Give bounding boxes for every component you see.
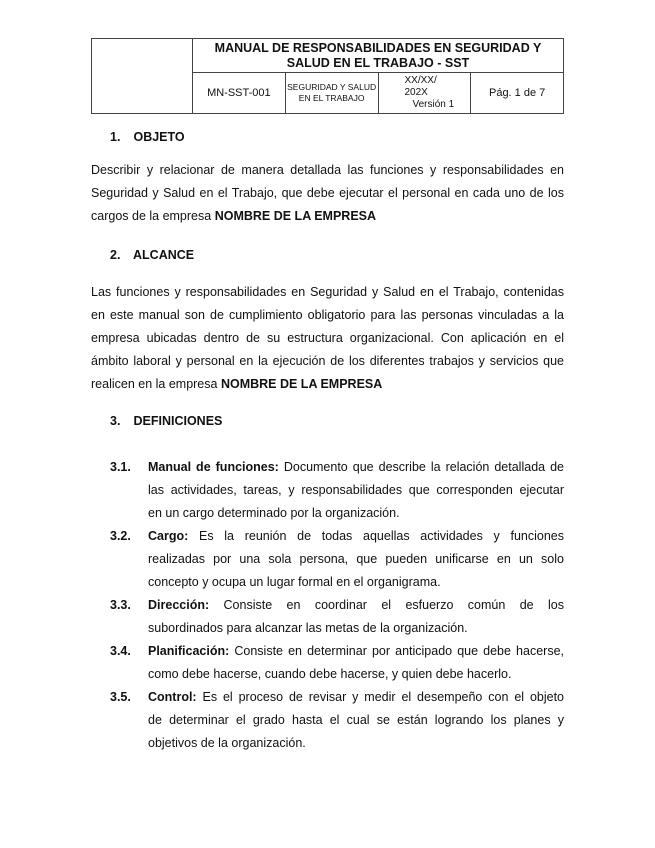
version-label: Versión 1 [412,99,455,110]
definition-text: Consiste en determinar por anticipado que debe hacerse, [229,644,564,658]
title-line-2: SALUD EN EL TRABAJO - SST [286,55,470,70]
definition-item [110,456,564,525]
definition-text: Consiste en coordinar el esfuerzo común de los [209,598,564,612]
definition-term: Dirección: [148,598,210,612]
definition-text: Es el proceso de revisar y medir el desempeño con el objeto [196,690,564,704]
date-line-1: XX/XX/ [404,75,437,86]
definition-text: Documento que describe la relación detallada de [278,460,564,474]
definitions-list [110,456,564,755]
definition-number: 3.3. [110,598,131,612]
objeto-paragraph [91,159,564,228]
section-number: 3. [110,414,121,428]
paragraph-line [91,205,564,228]
definition-number: 3.2. [110,529,131,543]
page-indicator: Pág. 1 de 7 [471,73,564,114]
definition-term: Control: [148,690,197,704]
definition-term: Planificación: [148,644,230,658]
definition-line [148,456,564,479]
definition-line: objetivos de la organización. [148,736,306,750]
alcance-paragraph [91,281,564,396]
section-number: 2. [110,248,121,262]
definition-line: realizadas por una sola persona, que pueden unificarse en un solo [148,552,564,566]
company-name: NOMBRE DE LA EMPRESA [214,209,377,223]
definition-line [148,594,564,617]
definition-term: Manual de funciones: [148,460,279,474]
date-line-2: 202X [404,87,428,98]
company-name: NOMBRE DE LA EMPRESA [220,377,383,391]
definition-text: Es la reunión de todas aquellas actividades y funciones [188,529,564,543]
paragraph-line: ámbito laboral y personal en la ejecución de los diferentes trabajos y servicios que [91,354,564,368]
definition-line [148,686,564,709]
logo-cell [92,39,193,114]
definition-line: las actividades, tareas, y responsabilidades que corresponden ejecutar [148,483,564,497]
paragraph-line: Describir y relacionar de manera detallada las funciones y responsabilidades en [91,163,564,177]
definition-number: 3.5. [110,690,131,704]
definition-line [148,525,564,548]
definition-line [148,640,564,663]
paragraph-line [91,373,564,396]
document-area [285,73,378,114]
document-header-table [91,38,564,114]
title-line-1: MANUAL DE RESPONSABILIDADES EN SEGURIDAD Y [214,40,542,55]
definition-term: Cargo: [148,529,189,543]
section-title: ALCANCE [133,248,195,262]
definition-line: concepto y ocupa un lugar formal en el organigrama. [148,575,441,589]
section-heading-objeto [110,130,185,144]
definition-item [110,525,564,594]
paragraph-line: Seguridad y Salud en el Trabajo, que debe ejecutar el personal en cada uno de los [91,186,564,200]
document-title [193,39,564,73]
section-heading-alcance [110,248,194,262]
definition-number: 3.1. [110,460,131,474]
definition-item [110,686,564,755]
section-title: DEFINICIONES [133,414,223,428]
document-date-version [378,73,471,114]
definition-item [110,594,564,640]
definition-line: de determinar el grado hasta el cual se están logrando los planes y [148,713,564,727]
definition-line: como debe hacerse, cuando debe hacerse, y quien debe hacerlo. [148,667,512,681]
section-heading-definiciones [110,414,222,428]
document-code: MN-SST-001 [193,73,286,114]
section-title: OBJETO [133,130,185,144]
area-line-1: SEGURIDAD Y SALUD [287,82,377,92]
paragraph-line: en este manual son de cumplimiento obligatorio para las personas vinculadas a la [91,308,564,322]
paragraph-line: empresa ubicadas dentro de su estructura organizacional. Con aplicación en el [91,331,564,345]
definition-line: en un cargo determinado por la organización. [148,506,400,520]
paragraph-line: Las funciones y responsabilidades en Seguridad y Salud en el Trabajo, contenidas [91,285,564,299]
definition-line: subordinados para alcanzar las metas de la organización. [148,621,468,635]
section-number: 1. [110,130,121,144]
definition-item [110,640,564,686]
line-text: cargos de la empresa [91,209,215,223]
line-text: realicen en la empresa [91,377,221,391]
definition-number: 3.4. [110,644,131,658]
area-line-2: EN EL TRABAJO [298,93,365,103]
